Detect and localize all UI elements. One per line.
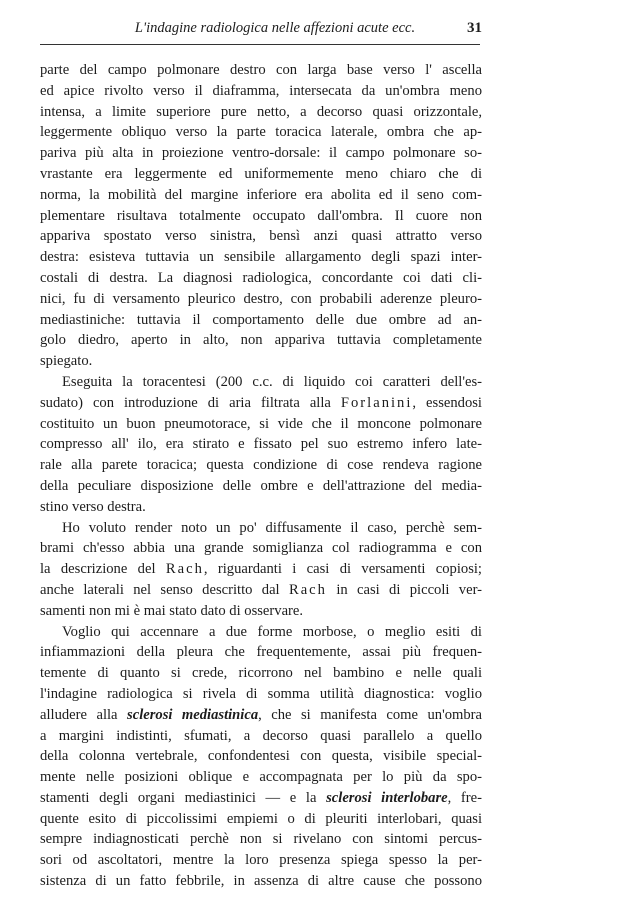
author-name: Forlanini [340,394,413,411]
text-line: della colonna vertebrale, confondentesi con questa, visibile special- [40,748,482,765]
author-name: Rach [288,581,327,598]
text-line: Eseguita la toracentesi (200 c.c. di liquido coi caratteri dell'es- [62,373,482,390]
line-text: anche laterali nel senso descritto dal [40,581,280,598]
line-text: sudato) con introduzione di aria filtrata alla [40,394,331,411]
text-line: intensa, a limite superiore pure netto, a decorso quasi orizzontale, [40,103,482,120]
text-line: sori od ascoltatori, mentre la loro presenza spiega spesso la per- [40,852,482,869]
line-text: stamenti degli organi mediastinici — e la [40,789,317,806]
text-line: a margini indistinti, sfumati, a decorso quasi parallelo a quello [40,727,482,744]
body-text [40,60,482,892]
text-line: golo diedro, aperto in alto, non appariva tuttavia completamente [40,332,482,349]
text-line: norma, la mobilità del margine inferiore era abolita ed il seno com- [40,186,482,203]
line-text: , essendosi [412,394,482,411]
text-line [40,788,482,809]
text-line: della peculiare disposizione delle ombre e dell'attrazione del media- [40,477,482,494]
text-line: leggermente obliquo verso la parte toracica laterale, ombra che ap- [40,124,482,141]
text-line: infiammazioni della pleura che frequentemente, assai più frequen- [40,644,482,661]
line-text: , riguardanti i casi di versamenti copiosi; [203,561,482,578]
text-line: mediastiniche: tuttavia il comportamento delle due ombre ad an- [40,311,482,328]
text-line: rale alla parete toracica; questa condizione di cose rendeva ragione [40,457,482,474]
text-line [40,393,482,414]
text-line: pariva più alta in proiezione ventro-dorsale: il campo polmonare so- [40,145,482,162]
text-line: quente esito di piccolissimi empiemi o di pleuriti interlobari, quasi [40,810,482,827]
text-line: mente nelle posizioni oblique e accompagnata per lo più da spo- [40,769,482,786]
text-line: brami ch'esso abbia una grande somiglianza col radiogramma e con [40,540,482,557]
text-line: plementare risultava totalmente occupato dall'ombra. Il cuore non [40,207,482,224]
text-line: l'indagine radiologica si rivela di somma utilità diagnostica: voglio [40,685,482,702]
line-text: , che si manifesta come un'ombra [258,706,482,723]
page-number: 31 [467,20,482,36]
header-rule [40,44,480,45]
author-name: Rach [165,561,204,578]
text-line: sempre indiagnosticati perchè non si rivelano con sintomi percus- [40,831,482,848]
text-line: compresso all' ilo, era stirato e fissato pel suo estremo infero late- [40,436,482,453]
text-line: nici, fu di versamento pleurico destro, con probabili aderenze pleuro- [40,290,482,307]
line-text: la descrizione del [40,561,156,578]
text-line: samenti non mi è mai stato dato di osservare. [40,602,304,619]
text-line: sistenza di un fatto febbrile, in assenza di altre cause che possono [40,873,482,890]
text-line: costituito un buon pneumotorace, si vide che il moncone polmonare [40,415,482,432]
text-line: spiegato. [40,353,93,370]
term-italic: sclerosi mediastinica [127,706,259,723]
text-line [40,705,482,726]
term-italic: sclerosi interlobare [326,789,448,806]
text-line: temente di quanto si crede, ricorrono nel bambino e nelle quali [40,665,482,682]
text-line: costali di destra. La diagnosi radiologica, concordante coi dati cli- [40,269,482,286]
text-line: Voglio qui accennare a due forme morbose, o meglio esiti di [62,623,482,640]
running-title: L'indagine radiologica nelle affezioni acute ecc. [134,20,416,36]
text-line: vrastante era leggermente ed uniformemente meno chiaro che di [40,165,482,182]
text-line: appariva spostato verso sinistra, bensì anzi quasi attratto verso [40,228,482,245]
text-line: destra: esisteva tuttavia un sensibile allargamento degli spazi inter- [40,249,482,266]
text-line [40,580,482,601]
line-text: , fre- [447,789,482,806]
text-line: ed apice rivolto verso il diaframma, intersecata da un'ombra meno [40,82,482,99]
text-line [40,559,482,580]
line-text: alludere alla [40,706,118,723]
line-text: in casi di piccoli ver- [336,581,482,598]
text-line: Ho voluto render noto un po' diffusamente il caso, perchè sem- [62,519,482,536]
text-line: stino verso destra. [40,498,146,515]
text-line: parte del campo polmonare destro con larga base verso l' ascella [40,62,482,78]
